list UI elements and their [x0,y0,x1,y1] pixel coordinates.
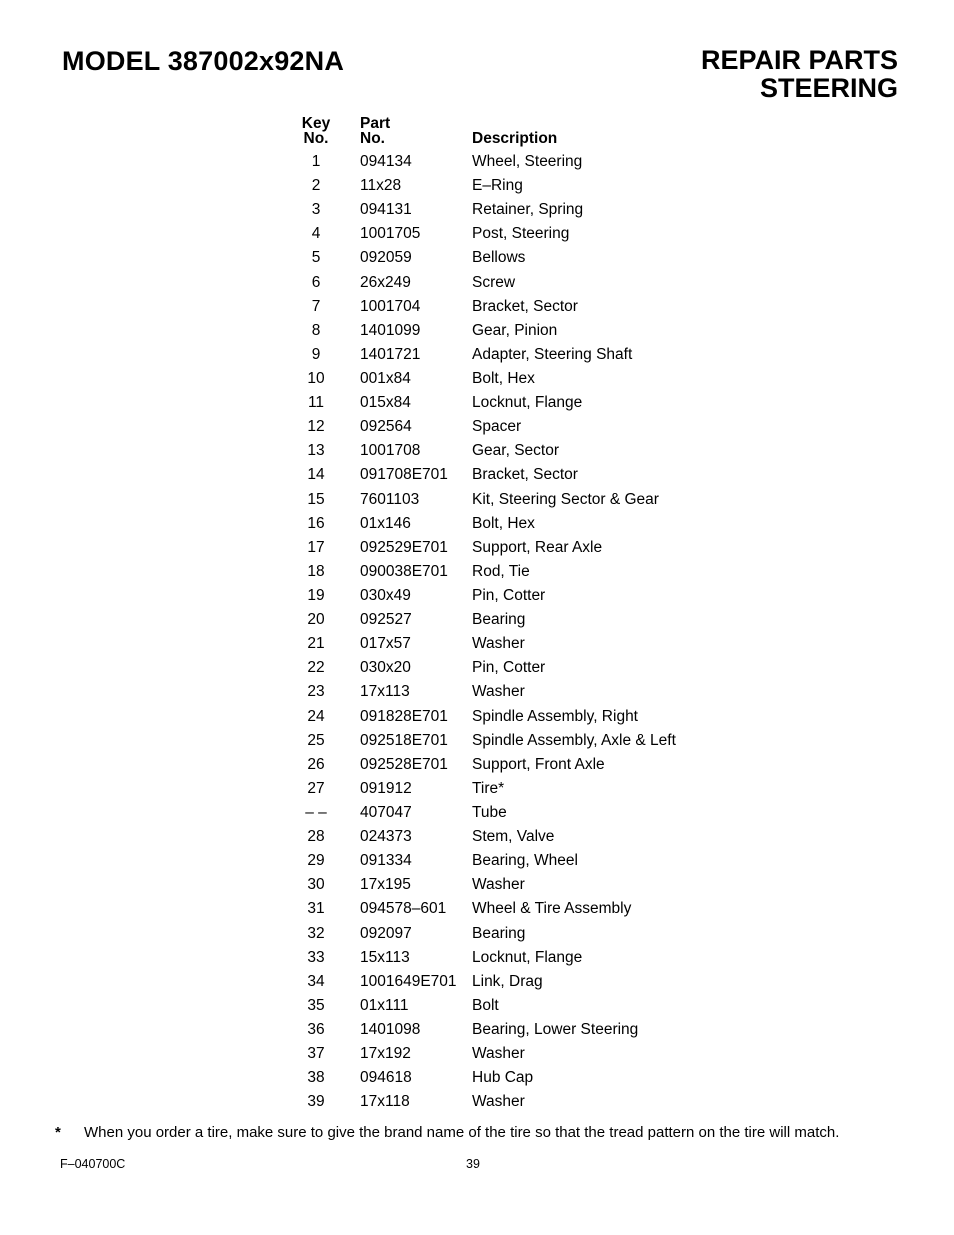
description-cell: Tire* [472,779,505,797]
table-row [290,994,710,1018]
section-title [701,46,898,102]
part-no-cell: 091334 [360,852,412,870]
table-row [290,680,710,704]
table-row [290,367,710,391]
key-no-cell: – – [305,803,327,821]
table-row [290,150,710,174]
table-row [290,246,710,270]
key-no-cell: 14 [307,466,325,484]
description-cell: Washer [472,1045,525,1063]
description-cell: Post, Steering [472,225,570,243]
key-no-cell: 22 [307,659,325,677]
part-no-cell: 26x249 [360,273,411,291]
key-no-cell: 12 [307,418,325,436]
description-cell: Link, Drag [472,972,543,990]
column-header-description: Description [472,130,558,147]
description-cell: Retainer, Spring [472,201,584,219]
description-cell: Washer [472,635,525,653]
description-cell: Support, Front Axle [472,755,605,773]
key-no-cell: 36 [307,1020,325,1038]
key-no-cell: 23 [307,683,325,701]
table-row [290,705,710,729]
key-no-cell: 33 [307,948,325,966]
key-no-cell: 30 [307,876,325,894]
table-row [290,222,710,246]
table-row [290,777,710,801]
description-cell: Screw [472,273,516,291]
part-no-cell: 091828E701 [360,707,448,725]
part-no-cell: 094578–601 [360,900,447,918]
description-cell: Bolt, Hex [472,369,535,387]
description-cell: Locknut, Flange [472,394,583,412]
key-no-cell: 16 [307,514,325,532]
table-row [290,632,710,656]
table-row [290,922,710,946]
description-cell: Washer [472,876,525,894]
description-cell: Bellows [472,249,526,267]
parts-table [290,116,710,1114]
document-code: F–040700C [60,1157,126,1171]
part-no-cell: 1001649E701 [360,972,457,990]
key-no-cell: 10 [307,369,325,387]
part-no-cell: 092097 [360,924,412,942]
table-row [290,873,710,897]
description-cell: Spacer [472,418,522,436]
key-no-cell: 34 [307,972,325,990]
column-header-part-no [360,116,390,146]
description-cell: Gear, Pinion [472,321,558,339]
key-no-cell: 6 [311,273,321,291]
part-no-cell: 091912 [360,779,412,797]
table-row [290,174,710,198]
table-row [290,849,710,873]
key-no-cell: 37 [307,1045,325,1063]
description-cell: E–Ring [472,177,523,195]
part-no-cell: 091708E701 [360,466,448,484]
key-no-cell: 13 [307,442,325,460]
key-no-cell: 24 [307,707,325,725]
part-no-cell: 1001705 [360,225,421,243]
table-row [290,897,710,921]
table-row [290,1018,710,1042]
table-row [290,512,710,536]
key-no-cell: 27 [307,779,325,797]
part-no-cell: 094134 [360,153,412,170]
part-no-cell: 001x84 [360,369,411,387]
description-cell: Gear, Sector [472,442,560,460]
key-no-cell: 19 [307,586,325,604]
key-no-cell: 8 [311,321,321,339]
table-row [290,560,710,584]
key-no-cell: 17 [307,538,325,556]
part-no-cell: 092518E701 [360,731,448,749]
description-cell: Spindle Assembly, Right [472,707,638,725]
table-row [290,343,710,367]
description-cell: Bearing, Wheel [472,852,578,870]
table-row [290,656,710,680]
key-no-cell: 26 [307,755,325,773]
description-cell: Spindle Assembly, Axle & Left [472,731,676,749]
part-no-cell: 1001704 [360,297,421,315]
table-row [290,415,710,439]
footnote-marker: * [55,1124,61,1141]
table-header [290,116,710,150]
table-row [290,801,710,825]
table-row [290,198,710,222]
part-no-cell: 092527 [360,611,412,629]
key-no-cell: 3 [311,201,321,219]
description-cell: Pin, Cotter [472,659,546,677]
model-title: MODEL 387002x92NA [62,46,345,76]
table-row [290,1042,710,1066]
part-no-cell: 094618 [360,1069,412,1087]
description-cell: Washer [472,683,525,701]
table-row [290,391,710,415]
description-cell: Rod, Tie [472,562,530,580]
key-no-cell: 15 [307,490,325,508]
description-cell: Bracket, Sector [472,297,578,315]
section-title-line2: STEERING [759,73,898,103]
part-no-cell: 015x84 [360,394,411,412]
part-no-cell: 1401098 [360,1020,421,1038]
key-no-cell: 9 [311,345,321,363]
description-cell: Bolt, Hex [472,514,535,532]
table-row [290,463,710,487]
description-cell: Pin, Cotter [472,586,546,604]
part-no-cell: 092059 [360,249,412,267]
part-no-cell: 17x195 [360,876,411,894]
part-no-cell: 094131 [360,201,412,219]
description-cell: Kit, Steering Sector & Gear [472,490,659,508]
footnote-text: When you order a tire, make sure to give the brand name of the tire so that the tread pattern on the tire will match. [84,1124,840,1141]
table-row [290,319,710,343]
part-no-cell: 11x28 [360,177,402,195]
table-row [290,946,710,970]
table-row [290,729,710,753]
description-cell: Washer [472,1093,525,1111]
part-no-cell: 090038E701 [360,562,448,580]
description-cell: Bearing, Lower Steering [472,1020,639,1038]
key-no-cell: 1 [311,153,321,170]
column-header-part-line2: No. [360,130,385,147]
table-row [290,536,710,560]
part-no-cell: 030x20 [360,659,411,677]
part-no-cell: 15x113 [360,948,410,966]
table-row [290,753,710,777]
description-cell: Bearing [472,924,526,942]
table-row [290,825,710,849]
table-body [290,150,710,1114]
part-no-cell: 092529E701 [360,538,448,556]
description-cell: Stem, Valve [472,828,555,846]
key-no-cell: 11 [307,394,325,412]
part-no-cell: 7601103 [360,490,420,508]
part-no-cell: 1001708 [360,442,421,460]
key-no-cell: 18 [307,562,325,580]
part-no-cell: 407047 [360,803,412,821]
part-no-cell: 1401721 [360,345,421,363]
column-header-key-no [290,116,342,146]
description-cell: Bracket, Sector [472,466,578,484]
key-no-cell: 32 [307,924,325,942]
key-no-cell: 35 [307,996,325,1014]
key-no-cell: 20 [307,611,325,629]
column-header-key-line1: Key [301,115,331,132]
page-number: 39 [466,1157,480,1171]
description-cell: Adapter, Steering Shaft [472,345,633,363]
table-row [290,1090,710,1114]
key-no-cell: 31 [307,900,325,918]
table-row [290,488,710,512]
part-no-cell: 092564 [360,418,412,436]
key-no-cell: 38 [307,1069,325,1087]
description-cell: Bearing [472,611,526,629]
part-no-cell: 092528E701 [360,755,448,773]
key-no-cell: 29 [307,852,325,870]
part-no-cell: 024373 [360,828,412,846]
part-no-cell: 01x111 [360,996,409,1014]
table-row [290,608,710,632]
key-no-cell: 28 [307,828,325,846]
description-cell: Wheel & Tire Assembly [472,900,632,918]
description-cell: Support, Rear Axle [472,538,603,556]
description-cell: Tube [472,803,507,821]
key-no-cell: 21 [307,635,325,653]
description-cell: Wheel, Steering [472,153,583,170]
part-no-cell: 17x113 [360,683,410,701]
part-no-cell: 017x57 [360,635,411,653]
table-row [290,439,710,463]
part-no-cell: 17x192 [360,1045,411,1063]
key-no-cell: 39 [307,1093,325,1111]
description-cell: Locknut, Flange [472,948,583,966]
table-row [290,295,710,319]
part-no-cell: 1401099 [360,321,421,339]
table-row [290,970,710,994]
part-no-cell: 030x49 [360,586,411,604]
part-no-cell: 17x118 [360,1093,410,1111]
table-row [290,271,710,295]
key-no-cell: 25 [307,731,325,749]
key-no-cell: 7 [311,297,321,315]
part-no-cell: 01x146 [360,514,411,532]
table-row [290,584,710,608]
section-title-line1: REPAIR PARTS [700,45,898,75]
column-header-key-line2: No. [303,130,329,147]
description-cell: Hub Cap [472,1069,534,1087]
key-no-cell: 2 [311,177,321,195]
key-no-cell: 5 [311,249,321,267]
table-row [290,1066,710,1090]
description-cell: Bolt [472,996,499,1014]
key-no-cell: 4 [311,225,321,243]
column-header-part-line1: Part [360,115,391,132]
